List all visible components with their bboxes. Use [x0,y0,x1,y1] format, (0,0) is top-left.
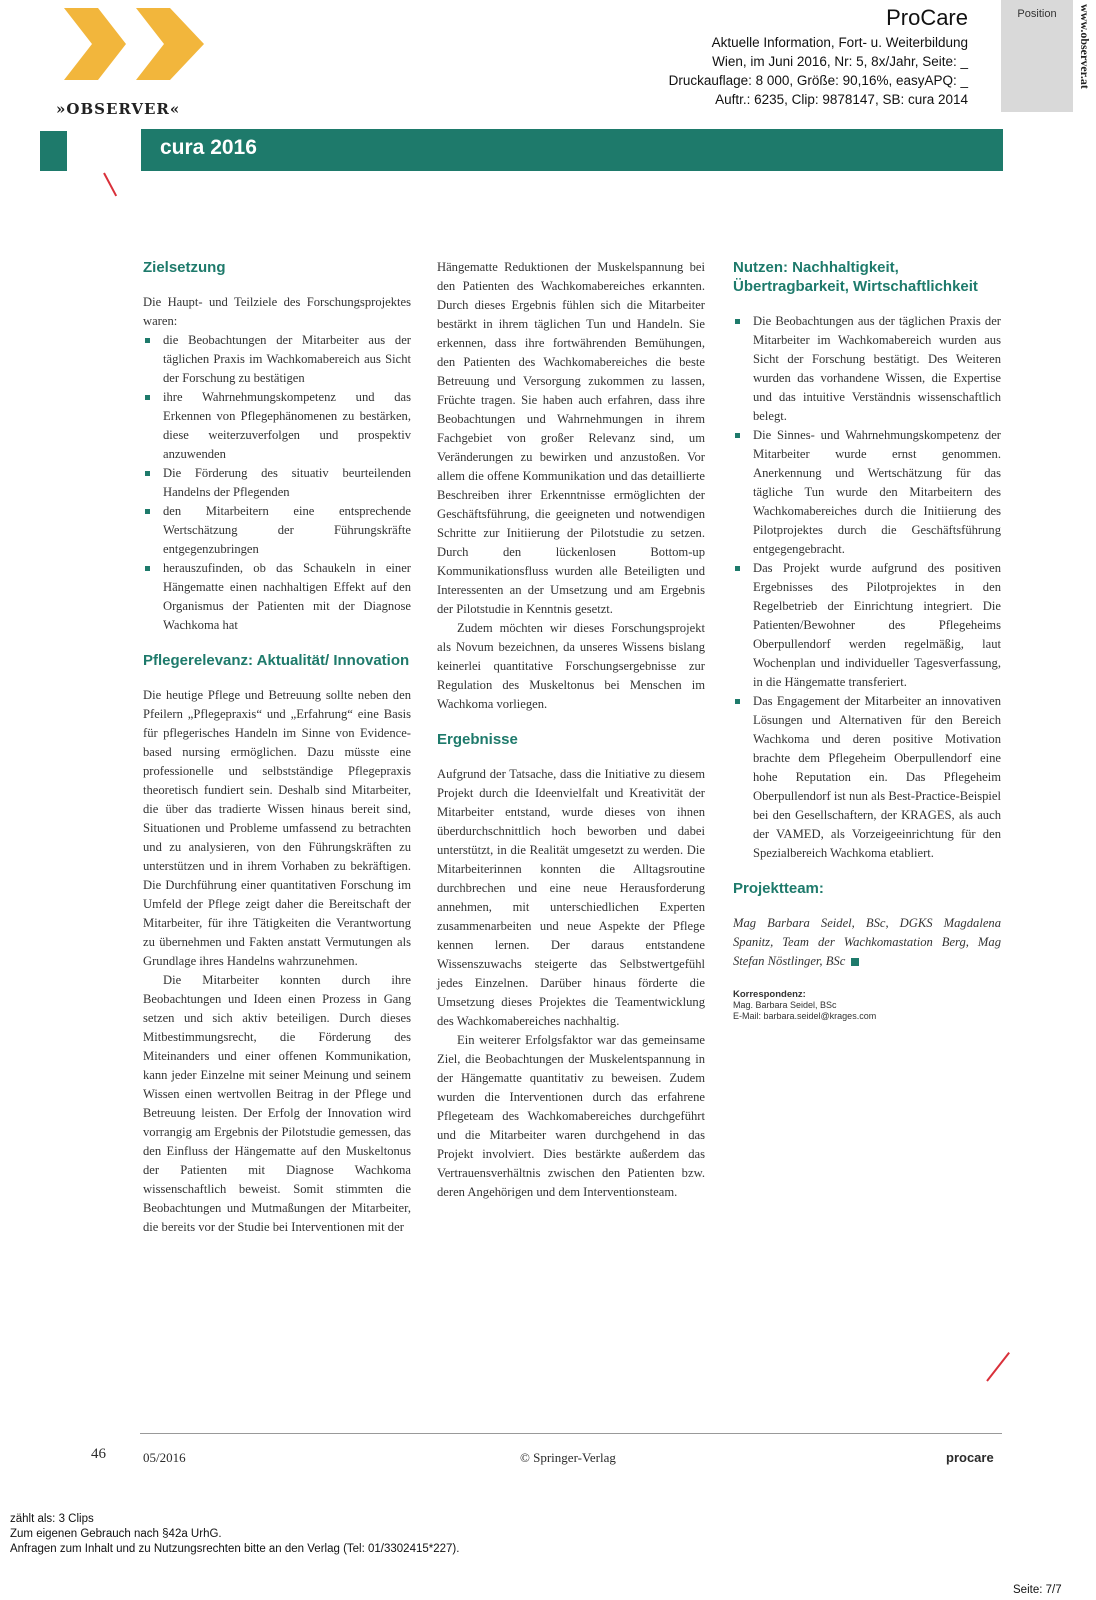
benefits-list [733,312,1001,863]
intro-paragraph: Die Haupt- und Teilziele des Forschungsprojektes waren: [143,295,411,328]
list-item: Die Förderung des situativ beurteilenden Handelns der Pflegenden [143,464,411,502]
clip-notes [10,1512,459,1557]
print-info: Druckauflage: 8 000, Größe: 90,16%, easyAPQ: _ [668,73,968,88]
list-item: Die Sinnes- und Wahrnehmungskompetenz der Mitarbeiter wurde ernst genommen. Anerkennung und Wertschätzung für das tägliche Tun wurde den Mitarbeitern des Wachkomabereiches durch die Initiierung des Pilotprojektes durch die Geschäftsführung entgegengebracht. [733,426,1001,559]
team-members [733,914,1001,971]
article-column-3 [733,258,1001,1022]
list-item: Das Engagement der Mitarbeiter an innovativen Lösungen und Alternativen für den Bereich Wachkoma und deren positive Motivation brachte dem Pflegeheim Oberpullendorf eine hohe Reputation ein. Das Pflegeheim Oberpullendorf ist nun als Best-Practice-Beispiel bei den Gesellschaftern, der KRAGES, als auch der VAMED, als Vorzeigeeinrichtung für den Spezialbereich Wachkoma etabliert. [733,692,1001,863]
correspondence-name: Mag. Barbara Seidel, BSc [733,1000,837,1010]
list-item: den Mitarbeitern eine entsprechende Wertschätzung der Führungskräfte entgegenzubringen [143,502,411,559]
section-title: cura 2016 [160,136,257,159]
pen-mark-bottom [986,1352,1010,1382]
correspondence-label: Korrespondenz: [733,989,806,1000]
body-paragraph: Hängematte Reduktionen der Muskelspannung bei den Patienten des Wachkomabereiches erkannten. Durch dieses Ergebnis fühlen sich die Mitarbeiter bestärkt in ihrem täglichen Tun und Handeln. Sie erkennen, dass ihre fortwährenden Bemühungen, den Patienten des Wachkomabereiches die beste Betreuung und Versorgung zukommen zu lassen, Früchte tragen. Sie haben auch erfahren, dass ihre Beobachtungen und Wahrnehmungen in ihrem Fachgebiet von großer Relevanz sind, um Veränderungen zu bewirken und anzustoßen. Vor allem die offene Kommunikation und das detaillierte Beschreiben ihrer Erkenntnisse ermöglichten der Geschäftsführung, die geeigneten und notwendigen Schritte zur Initiierung der Pilotstudie zu setzen. Durch den lückenlosen Bottom-up Kommunikationsfluss wurden alle Beteiligten und Interessenten an der Umsetzung und am Ergebnis der Pilotstudie in Kenntnis gesetzt. [437,260,705,616]
publication-subtitle: Aktuelle Information, Fort- u. Weiterbildung [711,35,968,50]
body-paragraph: Ein weiterer Erfolgsfaktor war das gemeinsame Ziel, die Beobachtungen der Muskelentspannung in der Hängematte quantitativ zu beweisen. Zudem wurden die Interventionen durch das erfahrene Pflegeteam des Wachkomabereiches durchgeführt und die Mitarbeiter waren durchgehend in das Projekt involviert. Dies bestärkte außerdem das Vertrauensverhältnis zwischen den Patienten bzw. deren Angehörigen und dem Interventionsteam. [437,1033,705,1199]
clip-note-line: Zum eigenen Gebrauch nach §42a UrhG. [10,1528,222,1540]
goals-list [143,331,411,635]
clip-note-line: zählt als: 3 Clips [10,1513,94,1525]
article-column-2 [437,258,705,1202]
body-paragraph: Zudem möchten wir dieses Forschungsprojekt als Novum bezeichnen, da unseres Wissens bislang keinerlei quantitative Forschungsergebnisse zur Regulation des Muskeltonus bei Menschen im Wachkoma vorliegen. [437,621,705,711]
banner-left-block [40,131,67,171]
team-text: Mag Barbara Seidel, BSc, DGKS Magdalena Spanitz, Team der Wachkomastation Berg, Mag Stefan Nöstlinger, BSc [733,916,1001,968]
observer-url[interactable]: www.observer.at [1078,4,1092,89]
order-info: Auftr.: 6235, Clip: 9878147, SB: cura 2014 [715,92,968,107]
list-item: Die Beobachtungen aus der täglichen Praxis der Mitarbeiter im Wachkomabereich wurden aus Sicht der Forschung bestätigt. Des Weiteren wurden das vorhandene Wissen, die Expertise und das intuitive Verständnis wissenschaftlich belegt. [733,312,1001,426]
position-label: Position [1017,8,1057,20]
footer-divider [140,1433,1002,1434]
correspondence [733,989,1001,1022]
heading-pflegerelevanz: Pflegerelevanz: Aktualität/ Innovation [143,652,410,669]
section-banner [141,129,1003,171]
correspondence-email[interactable]: E-Mail: barbara.seidel@krages.com [733,1011,877,1021]
publication-title: ProCare [886,5,968,30]
pen-mark-top [103,173,117,197]
body-paragraph: Aufgrund der Tatsache, dass die Initiative zu diesem Projekt durch die Ideenvielfalt und Kreativität der Mitarbeiter entstand, wurde dieses von ihnen überdurchschnittlich hoch beworben und dabei unterstützt, in die Realität umgesetzt zu werden. Die Mitarbeiterinnen konnten die Alltagsroutine durchbrechen und eine neue Herausforderung annehmen, mit unterschiedlichen Experten zusammenarbeiten und neue Aspekte der Pflege kennen lernen. Der daraus entstandene Wissenszuwachs steigerte das Selbstwertgefühl jedes Einzelnen. Darüber hinaus förderte die Umsetzung dieses Projektes die Teamentwicklung des Wachkomabereiches nachhaltig. [437,767,705,1028]
page-number: 46 [91,1446,106,1462]
heading-projektteam: Projektteam: [733,880,824,897]
end-mark-icon [851,958,859,966]
body-paragraph: Die heutige Pflege und Betreuung sollte neben den Pfeilern „Pflegepraxis“ und „Erfahrung“ eine Basis für pflegerisches Handeln im Sinne von Evidence-based nursing ermöglichen. Dazu müsste eine professionelle und selbstständige Pflegepraxis theoretisch fundiert sein. Deshalb sind Mitarbeiter, die über das tradierte Wissen hinaus bereit sind, Situationen und Probleme umfassend zu betrachten und zu analysieren, von den Führungskräften zu unterstützen und in ihrem Vorhaben zu bekräftigen. Die Durchführung einer quantitativen Forschung im Umfeld der Pflege zeigt daher die Bereitschaft der Mitarbeiter, für ihre Tätigkeiten die Verantwortung zu übernehmen und Fakten anstatt Vermutungen als Grundlage ihres Handelns wahrzunehmen. [143,688,411,968]
observer-logo-icon [58,4,218,84]
page-indicator: Seite: 7/7 [1013,1584,1062,1596]
article-column-1 [143,258,411,1237]
observer-logo-text: »OBSERVER« [56,100,181,118]
body-paragraph: Die Mitarbeiter konnten durch ihre Beobachtungen und Ideen einen Prozess in Gang setzen und sich aktiv beteiligen. Durch dieses Mitbestimmungsrecht, die Förderung des Miteinanders und einer offenen Kommunikation, kann jeder Einzelne mit seiner Meinung und seinem Wissen einen wertvollen Beitrag in der Pflege und Betreuung leisten. Der Erfolg der Innovation wird vorrangig am Ergebnis der Pilotstudie gemessen, das den Einfluss der Hängematte auf den Muskeltonus der Patienten mit Diagnose Wachkoma wissenschaftlich beweist. Somit stimmten die Beobachtungen und Mutmaßungen der Mitarbeiter, die bereits vor der Studie bei Interventionen mit der [143,973,411,1234]
issue-date: 05/2016 [143,1450,186,1465]
clip-note-line: Anfragen zum Inhalt und zu Nutzungsrechten bitte an den Verlag (Tel: 01/3302415*227). [10,1543,460,1555]
publisher: © Springer-Verlag [520,1450,616,1465]
heading-zielsetzung: Zielsetzung [143,259,226,276]
list-item: herauszufinden, ob das Schaukeln in einer Hängematte einen nachhaltigen Effekt auf den Organismus der Patienten mit der Diagnose Wachkoma hat [143,559,411,635]
list-item: ihre Wahrnehmungskompetenz und das Erkennen von Pflegephänomenen zu bestärken, diese weiterzuverfolgen und prospektiv anzuwenden [143,388,411,464]
issue-info: Wien, im Juni 2016, Nr: 5, 8x/Jahr, Seite: _ [712,54,968,69]
footer-brand: procare [946,1450,994,1465]
list-item: Das Projekt wurde aufgrund des positiven Ergebnisses des Pilotprojektes in den Regelbetrieb der Einrichtung integriert. Die Patienten/Bewohner des Pflegeheims Oberpullendorf werden regelmäßig, laut Wochenplan und individueller Tagesverfassung, in die Hängematte transferiert. [733,559,1001,692]
heading-ergebnisse: Ergebnisse [437,731,518,748]
heading-nutzen: Nutzen: Nachhaltigkeit, Übertragbarkeit, Wirtschaftlichkeit [733,259,978,295]
list-item: die Beobachtungen der Mitarbeiter aus der täglichen Praxis im Wachkomabereich aus Sicht der Forschung zu bestätigen [143,331,411,388]
